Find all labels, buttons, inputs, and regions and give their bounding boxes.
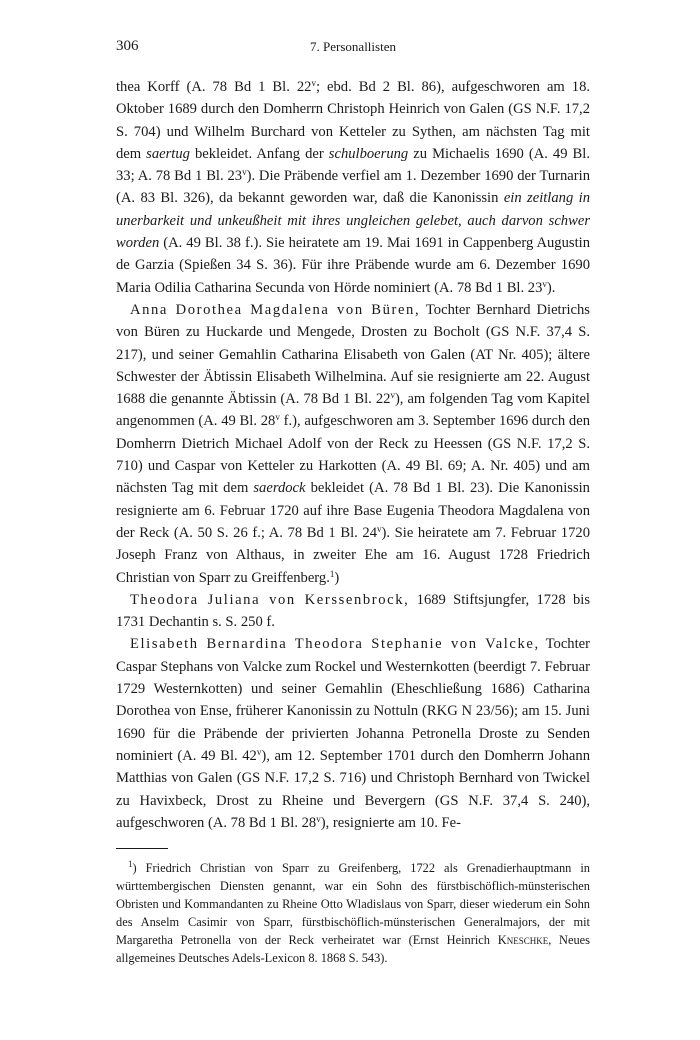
book-page [116,38,590,967]
running-title: 7. Personallisten [310,39,396,54]
verso-mark: v [542,278,547,289]
text-run: ), am 12. September 1701 durch den Domherrn Johann Matthias von Galen (GS N.F. 17,2 S. 716) und Christoph Bernhard von Twickel zu Havixbeck, Drost zu Rheine und Bevergern (GS N.F. 37,4 S. 240), aufgeschworen (A. 78 Bd 1 Bl. 28 [116,747,590,831]
text-run: ) [334,569,340,586]
footnote-divider [116,848,168,849]
text-run: ). Die Präbende verfiel am 1. Dezember 1690 der Turnarin (A. 83 Bl. 326), da bekannt geworden war, daß die Kanonissin [116,168,590,207]
paragraph-valcke [116,633,590,834]
paragraph-kerssenbrock [116,589,590,634]
italic-quote: ein zeitlang in unerbarkeit und unkeußheit mit ihres ungleichen gelebet, auch darvon schwer worden [116,190,590,252]
footnote-marker: 1 [128,859,133,870]
footnote-text [116,859,590,967]
text-run: ). Sie heiratete am 7. Februar 1720 Joseph Franz von Althaus, in zweiter Ehe am 16. August 1728 Friedrich Christian von Sparr zu Greiffenberg. [116,524,590,586]
footnote-reference: 1 [329,568,335,579]
verso-mark: v [275,412,280,423]
text-run: 1689 Stiftsjungfer, 1728 bis 1731 Dechantin s. S. 250 f. [116,591,590,631]
page-number: 306 [116,38,139,54]
main-text [116,76,590,834]
verso-mark: v [311,78,316,88]
text-run: (A. 49 Bl. 38 f.). Sie heiratete am 19. Mai 1691 in Cappenberg Augustin de Garzia (Spießen 34 S. 36). Für ihre Präbende wurde am 6. Dezember 1690 Maria Odilia Catharina Secunda von Hörde nominiert (A. 78 Bd 1 Bl. 23 [116,235,590,296]
text-run: Tochter Bernhard Dietrichs von Büren zu Huckarde und Mengede, Drosten zu Bocholt (GS N.F. 37,4 S. 217), und seiner Gemahlin Catharina Elisabeth von Galen (AT Nr. 405); ältere Schwester der Äbtissin Elisabeth Wilhelmina. Auf sie resignierte am 22. August 1688 die genannte Äbtissin (A. 78 Bd 1 Bl. 22 [116,301,590,408]
text-run: ). [546,279,556,296]
italic-term: saerdock [253,480,306,497]
person-name: Theodora Juliana von Kerssenbrock, [130,591,410,608]
text-run: zu Michaelis 1690 (A. 49 Bl. 33; A. 78 Bd 1 Bl. 23 [116,145,590,185]
italic-term: saertug [146,145,190,162]
italic-term: schulboerung [328,145,409,162]
text-run: , Neues allgemeines Deutsches Adels-Lexicon 8. 1868 S. 543). [116,933,590,966]
verso-mark: v [377,523,382,534]
person-name: Anna Dorothea Magdalena von Büren, [130,301,421,318]
text-run: f.), aufgeschworen am 3. September 1696 durch den Domherrn Dietrich Michael Adolf von der Reck zu Heessen (GS N.F. 17,2 S. 710) und Caspar von Ketteler zu Harkotten (A. 49 Bl. 69; A. Nr. 405) und am nächsten Tag mit dem [116,413,590,497]
text-run: bekleidet (A. 78 Bd 1 Bl. 23). Die Kanonissin resignierte am 6. Februar 1720 auf ihre Base Eugenia Theodora Magdalena von der Reck (A. 50 S. 26 f.; A. 78 Bd 1 Bl. 24 [116,480,590,541]
person-name: Elisabeth Bernardina Theodora Stephanie von Valcke, [130,636,540,653]
paragraph-korff [116,76,590,299]
author-name: Kneschke [497,933,549,948]
text-run: ), am folgenden Tag vom Kapitel angenommen (A. 49 Bl. 28 [116,391,590,430]
verso-mark: v [256,746,262,757]
verso-mark: v [316,813,321,824]
verso-mark: v [390,390,395,401]
text-run: thea Korff (A. 78 Bd 1 Bl. 22 [116,79,312,95]
text-run: ) Friedrich Christian von Sparr zu Greifenberg, 1722 als Grenadierhauptmann in württembergischen Diensten genannt, war ein Sohn des fürstbischöflich-münsterischen Obristen und Kommandanten zu Rheine Otto Wladislaus von Sparr, dieser wiederum ein Sohn des Anselm Casimir von Sparr, fürstbischöflich-münsterischen Generalmajors, der mit Margaretha Petronella von der Reck verheiratet war (Ernst Heinrich [116,861,590,948]
text-run: Tochter Caspar Stephans von Valcke zum Rockel und Westernkotten (beerdigt 7. Februar 1729 Westernkotten) und seiner Gemahlin (Eheschließung 1686) Catharina Dorothea von Ense, früherer Kanonissin zu Nottuln (RKG N 23/56); am 15. Juni 1690 für die Präbende der privierten Johanna Petronella Droste zu Senden nominiert (A. 49 Bl. 42 [116,636,590,764]
page-header [116,38,590,62]
text-run: ), resignierte am 10. Fe- [320,814,461,831]
footnote [116,859,590,967]
text-run: bekleidet. Anfang der [189,145,329,162]
verso-mark: v [242,167,247,178]
paragraph-bueren [116,299,590,589]
text-run: ; ebd. Bd 2 Bl. 86), aufgeschworen am 18. Oktober 1689 durch den Domherrn Christoph Heinrich von Galen (GS N.F. 17,2 S. 704) und Wilhelm Burchard von Ketteler zu Sythen, am nächsten Tag mit dem [116,79,591,162]
